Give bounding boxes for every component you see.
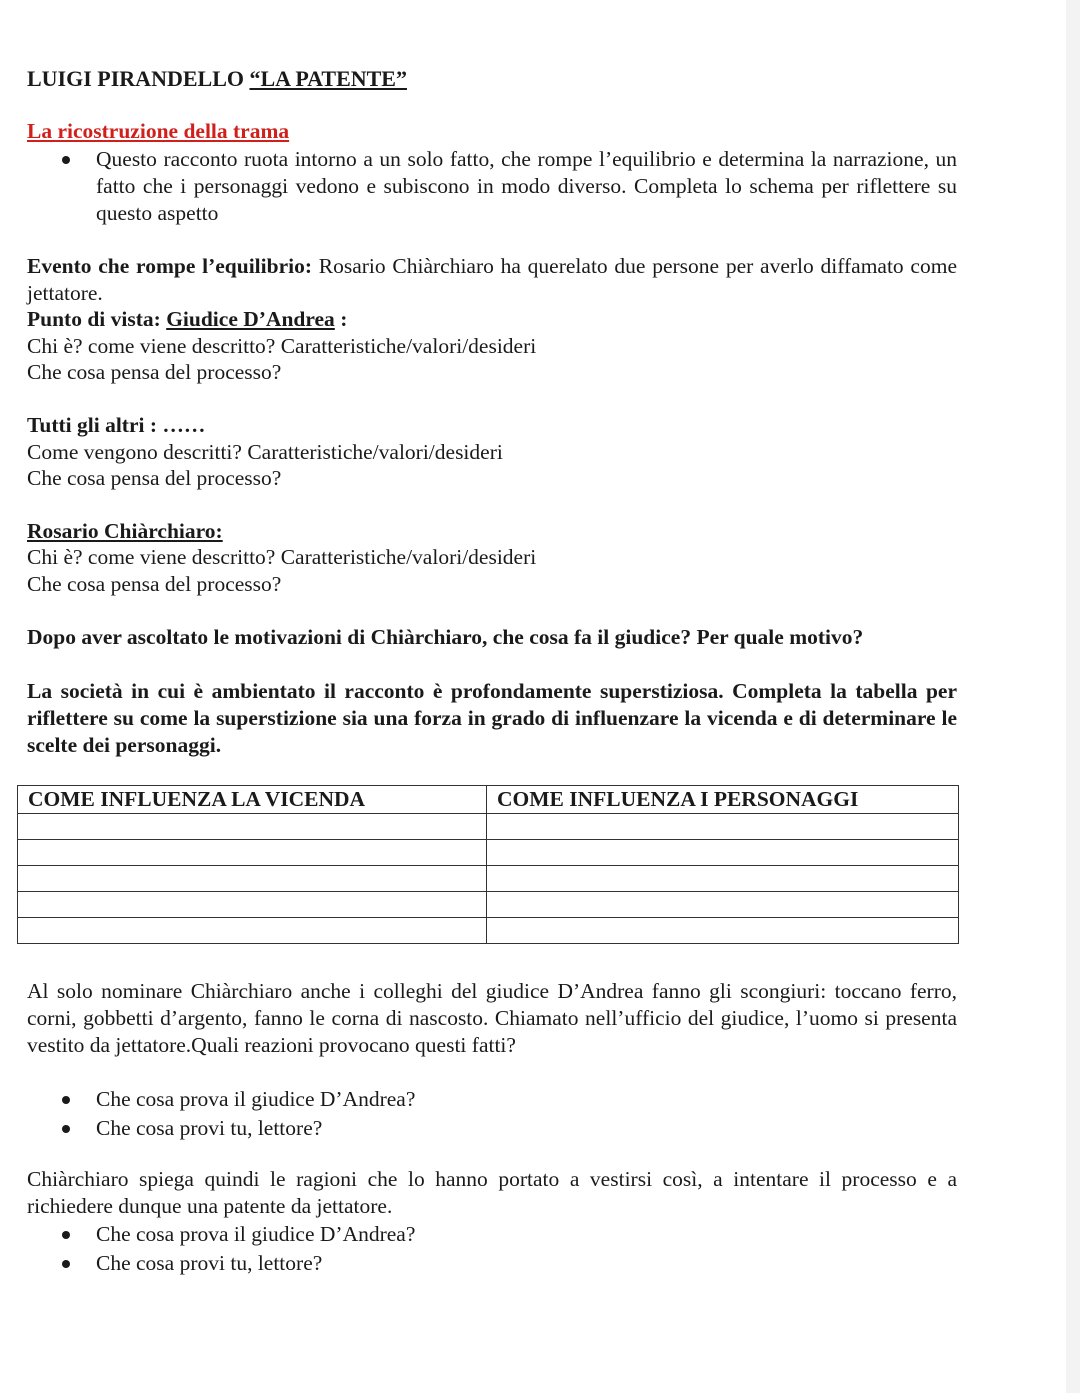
spiega-paragraph: Chiàrchiaro spiega quindi le ragioni che lo hanno portato a vestirsi così, a intentare il processo e a richiedere dunque una patente da jettatore. — [27, 1167, 957, 1218]
event-text: Rosario Chiàrchiaro ha querelato due persone per averlo diffamato come jettatore. — [27, 254, 957, 305]
table-cell[interactable] — [487, 918, 959, 944]
table-row — [18, 918, 959, 944]
table-row — [18, 892, 959, 918]
pov-giudice-q2: Che cosa pensa del processo? — [27, 360, 282, 384]
pov-giudice-heading — [27, 306, 957, 333]
list-item: Che cosa provi tu, lettore? — [27, 1250, 957, 1277]
event-label: Evento che rompe l’equilibrio: — [27, 254, 313, 278]
section-heading: La ricostruzione della trama — [27, 119, 290, 143]
scrollbar[interactable] — [1066, 0, 1080, 1393]
table-cell[interactable] — [487, 840, 959, 866]
table-cell[interactable] — [487, 892, 959, 918]
title-author: LUIGI PIRANDELLO — [27, 66, 250, 91]
table-cell[interactable] — [18, 866, 487, 892]
intro-bullet-list — [27, 146, 957, 227]
table-cell[interactable] — [487, 814, 959, 840]
document-title — [27, 65, 957, 92]
table-row — [18, 814, 959, 840]
table-cell[interactable] — [18, 814, 487, 840]
list-item: Che cosa provi tu, lettore? — [27, 1115, 957, 1142]
pov-altri-q1: Come vengono descritti? Caratteristiche/valori/desideri — [27, 440, 503, 464]
table-row — [18, 840, 959, 866]
pov-rosario-q1: Chi è? come viene descritto? Caratteristiche/valori/desideri — [27, 545, 537, 569]
table-row — [18, 866, 959, 892]
pov-giudice-name: Giudice D’Andrea — [166, 307, 335, 331]
pov-giudice-q1: Chi è? come viene descritto? Caratteristiche/valori/desideri — [27, 334, 537, 358]
pov-altri-heading: Tutti gli altri : …… — [27, 413, 206, 437]
table-cell[interactable] — [18, 892, 487, 918]
colleghi-paragraph: Al solo nominare Chiàrchiaro anche i colleghi del giudice D’Andrea fanno gli scongiuri: toccano ferro, corni, gobbetti d’argento, fanno le corna di nascosto. Chiamato nell’ufficio del giudice, l’uomo si presenta vestito da jettatore.Quali reazioni provocano questi fatti? — [27, 979, 957, 1057]
list-item: Che cosa prova il giudice D’Andrea? — [27, 1086, 957, 1113]
table-cell[interactable] — [18, 918, 487, 944]
question-giudice: Dopo aver ascoltato le motivazioni di Chiàrchiaro, che cosa fa il giudice? Per quale motivo? — [27, 625, 864, 649]
superstition-table — [17, 785, 959, 944]
pov-suffix: : — [334, 307, 348, 331]
table-cell[interactable] — [18, 840, 487, 866]
table-header-row — [18, 786, 959, 814]
list-item: Che cosa prova il giudice D’Andrea? — [27, 1221, 957, 1248]
bullets-second-reaction — [27, 1221, 957, 1277]
pov-altri-q2: Che cosa pensa del processo? — [27, 466, 282, 490]
pov-label: Punto di vista: — [27, 307, 167, 331]
table-header-vicenda: COME INFLUENZA LA VICENDA — [18, 786, 487, 814]
intro-bullet: Questo racconto ruota intorno a un solo fatto, che rompe l’equilibrio e determina la narrazione, un fatto che i personaggi vedono e subiscono in modo diverso. Completa lo schema per riflettere su questo aspetto — [27, 146, 957, 227]
table-header-personaggi: COME INFLUENZA I PERSONAGGI — [487, 786, 959, 814]
event-paragraph — [27, 253, 957, 307]
title-work: “LA PATENTE” — [249, 66, 407, 91]
pov-rosario-q2: Che cosa pensa del processo? — [27, 572, 282, 596]
society-paragraph: La società in cui è ambientato il racconto è profondamente superstiziosa. Completa la tabella per riflettere su come la superstizione sia una forza in grado di influenzare la vicenda e di determinare le scelte dei personaggi. — [27, 679, 957, 757]
table-cell[interactable] — [487, 866, 959, 892]
bullets-first-reaction — [27, 1086, 957, 1142]
pov-rosario-heading: Rosario Chiàrchiaro: — [27, 519, 223, 543]
